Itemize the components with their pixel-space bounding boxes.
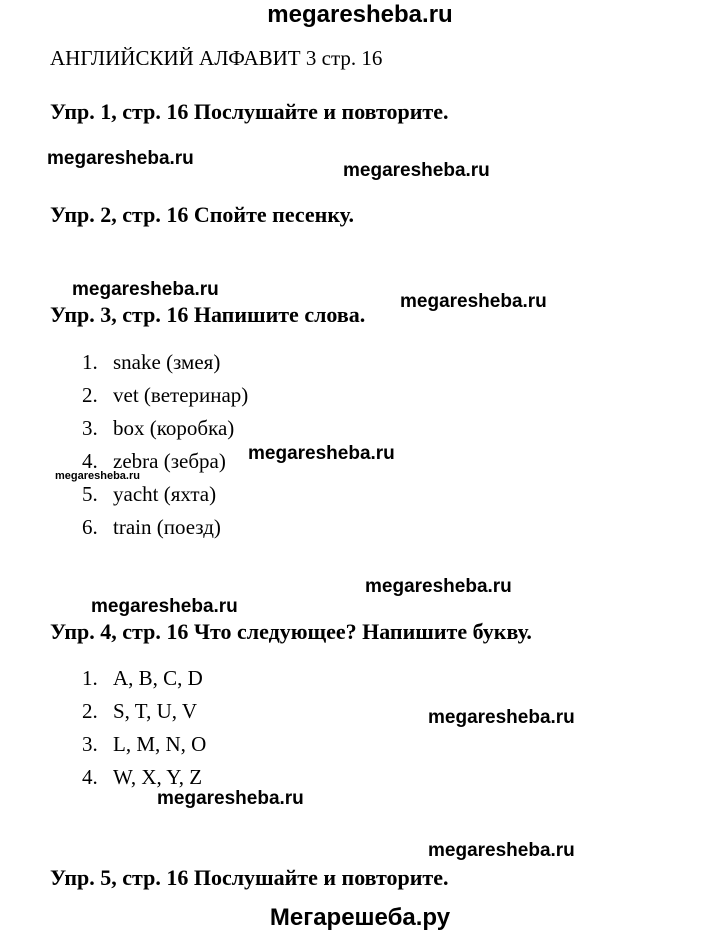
exercise-3-heading: Упр. 3, стр. 16 Напишите слова. <box>50 302 366 327</box>
list-item <box>82 350 220 375</box>
exercise-2-heading: Упр. 2, стр. 16 Спойте песенку. <box>50 202 354 227</box>
watermark: megaresheba.ru <box>428 840 575 861</box>
list-item-text: zebra (зебра) <box>113 449 226 473</box>
list-item-number: 5. <box>82 482 98 506</box>
list-item-number: 6. <box>82 515 98 539</box>
watermark: megaresheba.ru <box>400 291 547 312</box>
list-item <box>82 699 197 724</box>
list-item-number: 2. <box>82 383 98 407</box>
list-item-number: 3. <box>82 416 98 440</box>
watermark: megaresheba.ru <box>47 148 194 169</box>
watermark: megaresheba.ru <box>72 279 219 300</box>
list-item <box>82 482 216 507</box>
list-item <box>82 416 234 441</box>
exercise-1-heading: Упр. 1, стр. 16 Послушайте и повторите. <box>50 99 449 124</box>
exercise-4-heading: Упр. 4, стр. 16 Что следующее? Напишите букву. <box>50 619 532 644</box>
site-footer[interactable]: Мегарешеба.ру <box>269 904 451 931</box>
list-item-number: 4. <box>82 765 98 789</box>
list-item-text: snake (змея) <box>113 350 221 374</box>
watermark: megaresheba.ru <box>365 576 512 597</box>
list-item <box>82 383 248 408</box>
list-item-text: A, B, C, D <box>113 666 203 690</box>
list-item-number: 2. <box>82 699 98 723</box>
watermark: megaresheba.ru <box>343 160 490 181</box>
list-item-text: S, T, U, V <box>113 699 198 723</box>
list-item-number: 3. <box>82 732 98 756</box>
list-item-text: L, M, N, O <box>113 732 207 756</box>
list-item <box>82 666 203 691</box>
watermark: megaresheba.ru <box>428 707 575 728</box>
list-item-number: 4. <box>82 449 98 473</box>
watermark: megaresheba.ru <box>55 470 140 482</box>
watermark: megaresheba.ru <box>248 443 395 464</box>
list-item <box>82 765 202 790</box>
list-item-text: vet (ветеринар) <box>113 383 249 407</box>
list-item-number: 1. <box>82 350 98 374</box>
list-item-text: train (поезд) <box>113 515 221 539</box>
list-item-number: 1. <box>82 666 98 690</box>
site-header[interactable]: megaresheba.ru <box>267 1 453 28</box>
page-title: АНГЛИЙСКИЙ АЛФАВИТ 3 стр. 16 <box>50 46 383 70</box>
list-item <box>82 515 221 540</box>
watermark: megaresheba.ru <box>157 788 304 809</box>
list-item <box>82 732 206 757</box>
list-item-text: box (коробка) <box>113 416 235 440</box>
watermark: megaresheba.ru <box>91 596 238 617</box>
exercise-5-heading: Упр. 5, стр. 16 Послушайте и повторите. <box>50 865 449 890</box>
list-item-text: yacht (яхта) <box>113 482 217 506</box>
list-item-text: W, X, Y, Z <box>113 765 203 789</box>
